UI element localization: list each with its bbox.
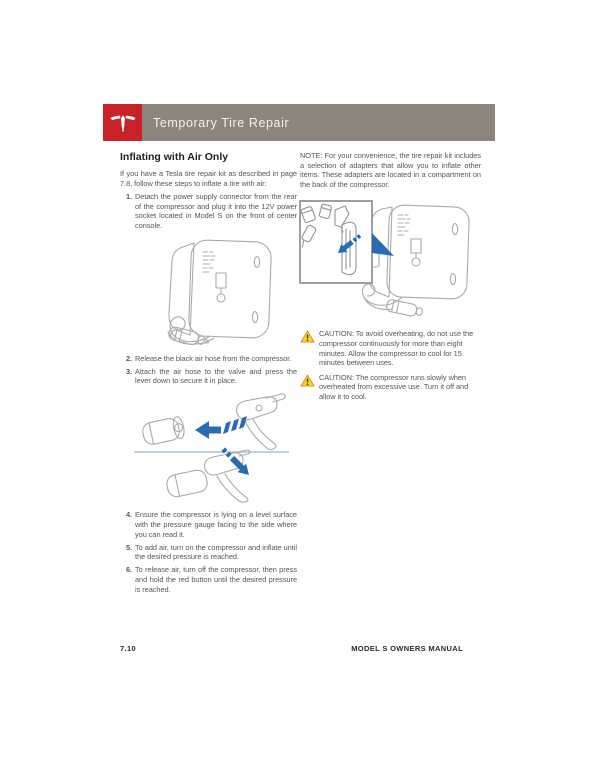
step-item-1	[120, 192, 297, 230]
step-text: Detach the power supply connector from the rear of the compressor and plug it into the 12V power socket located in Model S on the front of center console.	[135, 192, 297, 230]
step-number: 2.	[126, 353, 133, 363]
step-number: 3.	[126, 366, 133, 376]
step-item-2	[120, 354, 297, 364]
step-list	[120, 192, 297, 230]
page-header	[103, 104, 495, 141]
page-footer	[120, 644, 463, 653]
note-paragraph: NOTE: For your convenience, the tire repair kit includes a selection of adapters that allow you to inflate other items. These adapters are located in a compartment on the back of the compressor.	[300, 151, 481, 189]
warning-triangle-icon	[300, 329, 315, 367]
step-text: Release the black air hose from the compressor.	[135, 353, 292, 363]
manual-title: MODEL S OWNERS MANUAL	[351, 644, 463, 653]
step-number: 5.	[126, 542, 133, 552]
step-list	[120, 354, 297, 386]
tesla-logo-glyph	[108, 108, 138, 138]
step-item-3	[120, 367, 297, 386]
tesla-logo-icon	[103, 104, 142, 141]
step-number: 4.	[126, 510, 133, 520]
air-hose-valve-attachment-illustration	[133, 389, 290, 506]
step-item-4	[120, 510, 297, 539]
step-item-6	[120, 565, 297, 594]
step-text: To release air, turn off the compressor, then press and hold the red button until the desired pressure is reached.	[135, 565, 297, 594]
step-list	[120, 510, 297, 594]
step-text: To add air, turn on the compressor and inflate until the desired pressure is reached.	[135, 542, 297, 562]
left-column	[120, 151, 297, 598]
caution-block-2	[300, 373, 481, 402]
intro-paragraph: If you have a Tesla tire repair kit as described in page 7.8, follow these steps to inflate a tire with air:	[120, 169, 297, 188]
step-text: Ensure the compressor is lying on a level surface with the pressure gauge facing to the side where you can read it.	[135, 510, 297, 539]
page-number: 7.10	[120, 644, 136, 653]
compressor-with-power-plug-illustration	[146, 235, 276, 348]
warning-triangle-icon	[300, 373, 315, 402]
step-item-5	[120, 543, 297, 562]
chapter-title: Temporary Tire Repair	[153, 115, 290, 130]
caution-text: CAUTION: To avoid overheating, do not use the compressor continuously for more than eight minutes. Allow the compressor to cool for 15 minutes between uses.	[319, 329, 474, 368]
step-number: 6.	[126, 565, 133, 575]
caution-text: CAUTION: The compressor runs slowly when overheated from excessive use. Turn it off and allow it to cool.	[319, 372, 469, 401]
right-column	[300, 151, 481, 407]
step-text: Attach the air hose to the valve and press the lever down to secure it in place.	[135, 366, 297, 386]
adapter-compartment-illustration	[298, 199, 476, 325]
caution-block-1	[300, 329, 481, 367]
section-heading: Inflating with Air Only	[120, 151, 229, 163]
chapter-banner	[142, 104, 495, 141]
step-number: 1.	[126, 192, 133, 202]
